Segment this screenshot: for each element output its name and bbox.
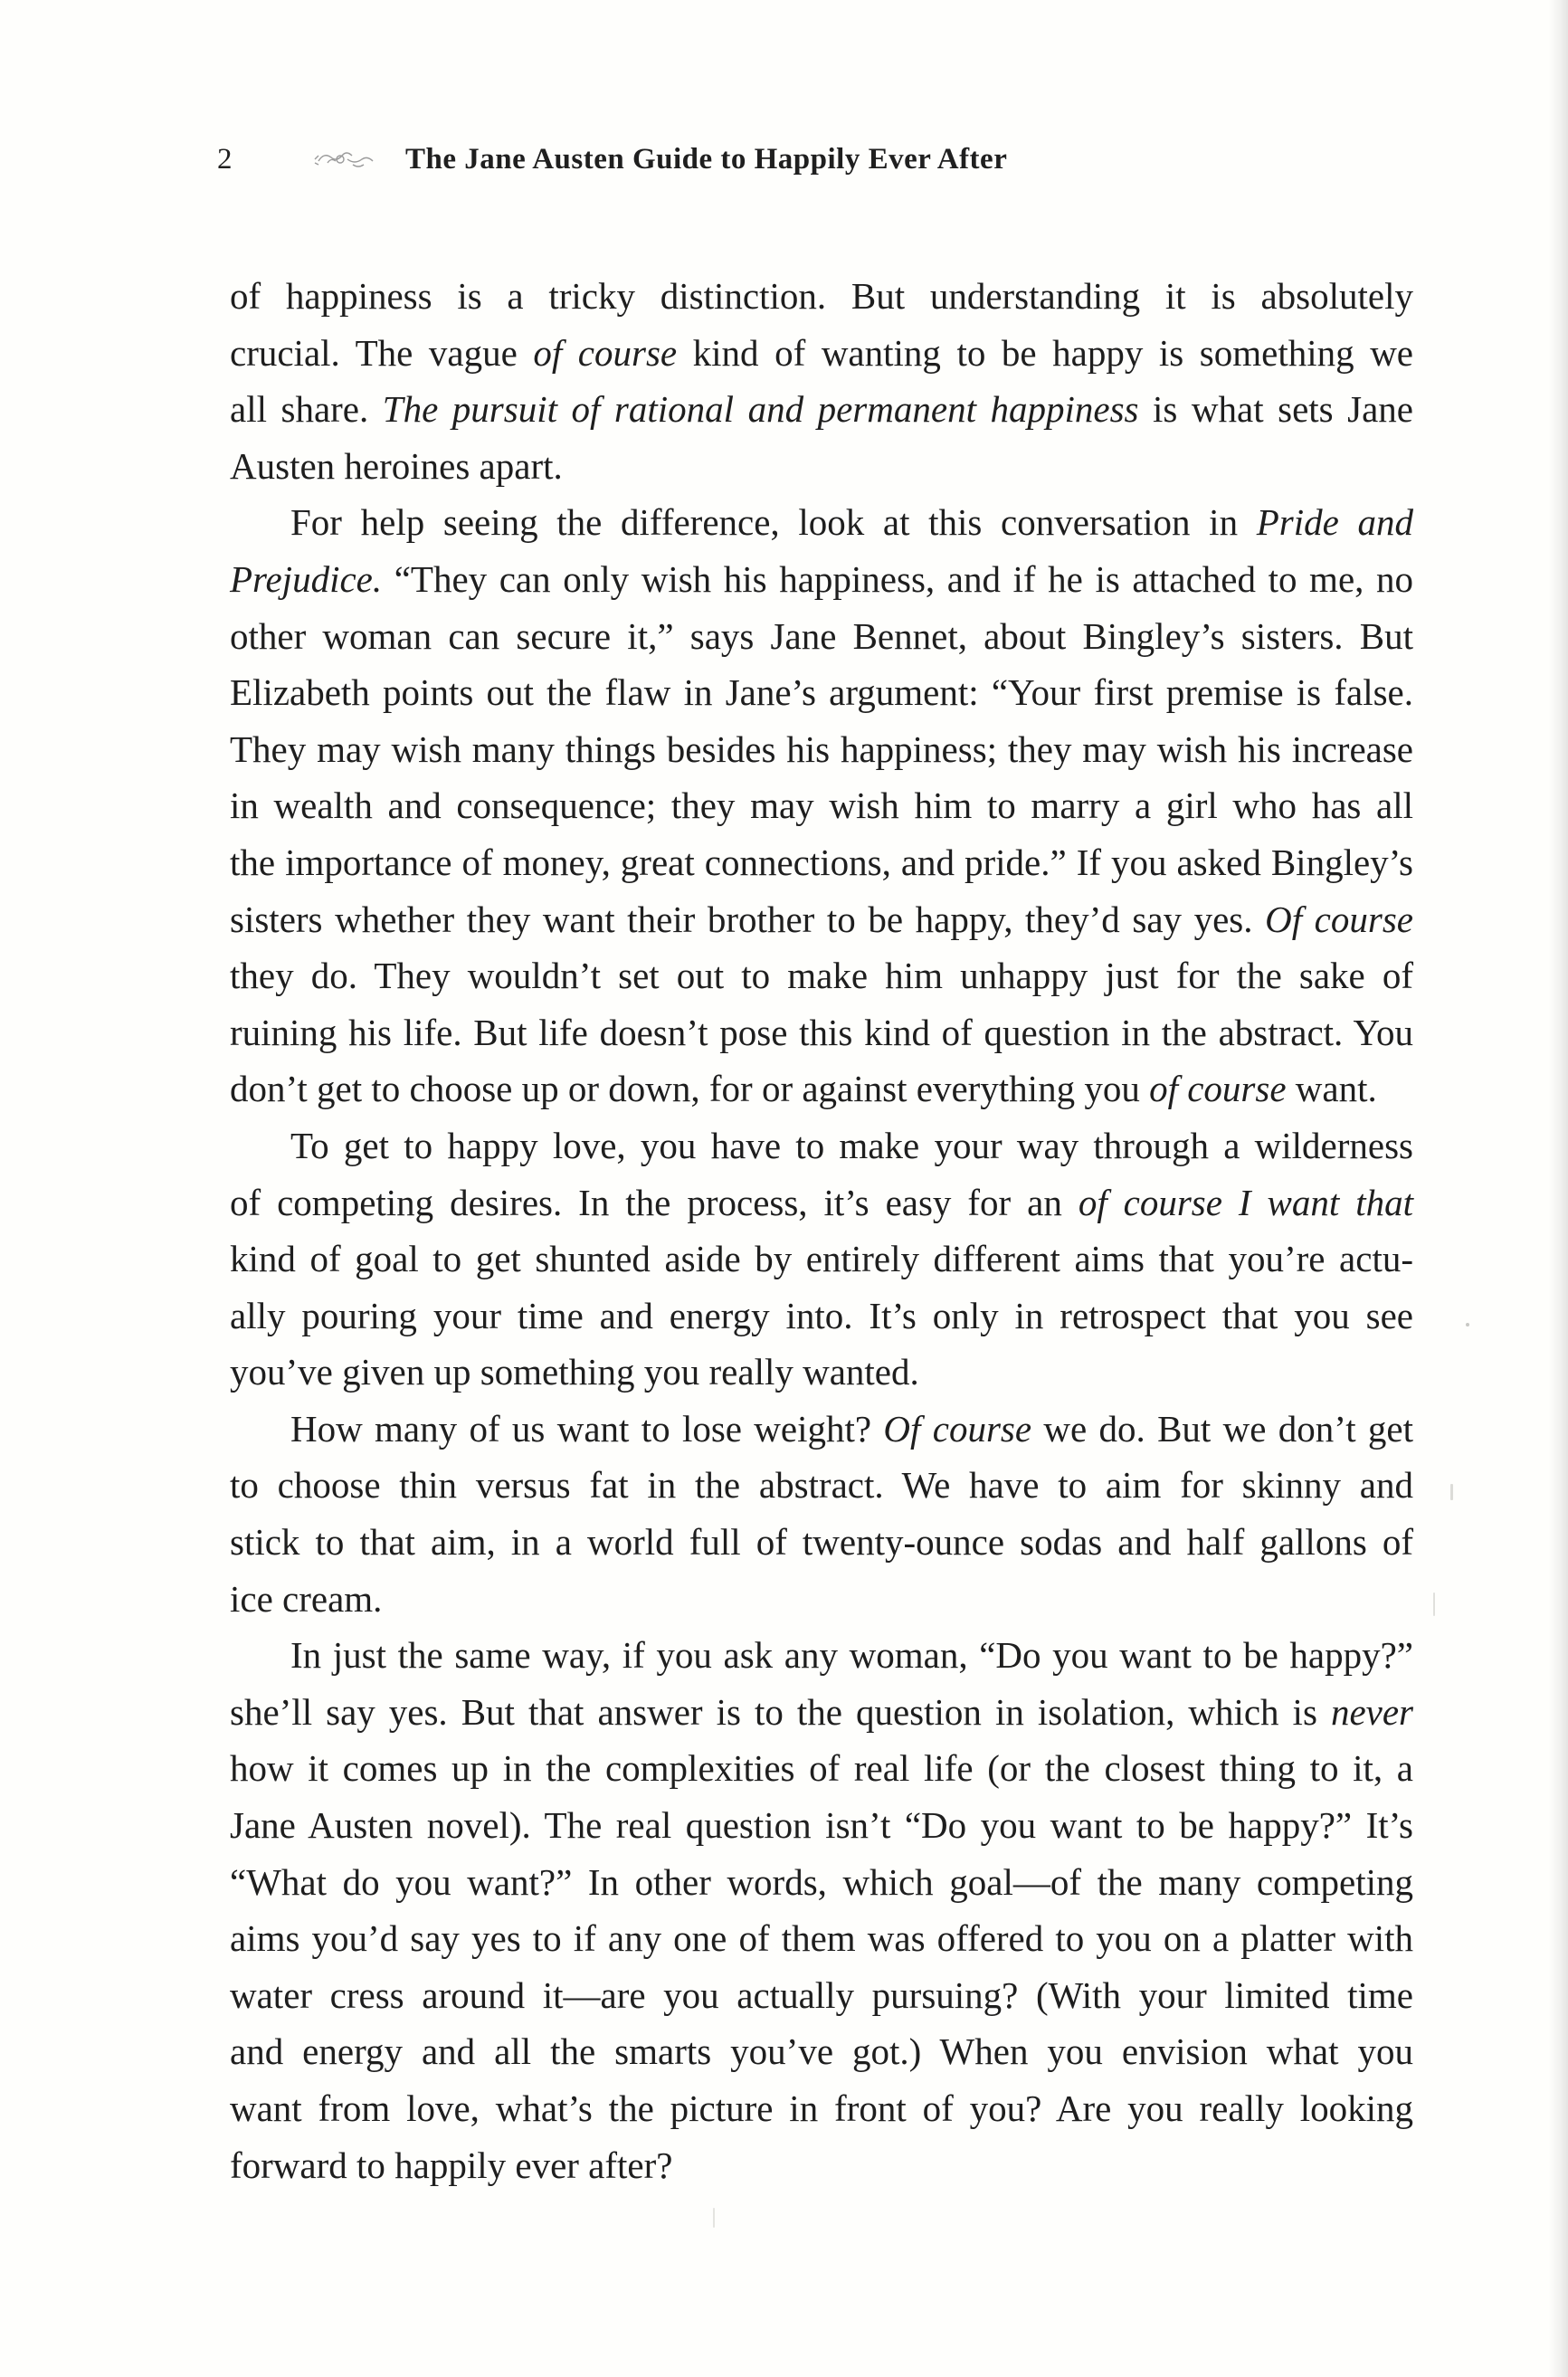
text-line (230, 1117, 1413, 1174)
italic-run: of course (1149, 1068, 1287, 1110)
text-run: other woman can secure it,” says Jane Bennet, about Bingley’s sisters. But (230, 614, 1413, 657)
text-run: Jane Austen novel). The real question isn’t “Do you want to be happy?” It’s (230, 1804, 1413, 1847)
text-run: stick to that aim, in a world full of twenty-ounce sodas and half gallons of (230, 1521, 1413, 1564)
text-run: and energy and all the smarts you’ve got.) When you envision what you (230, 2030, 1413, 2073)
text-run: is what sets Jane (1138, 388, 1413, 431)
italic-run: Prejudice. (230, 557, 383, 600)
text-line (230, 1514, 1413, 1571)
book-title: The Jane Austen Guide to Happily Ever After (405, 142, 1008, 176)
text-run: kind of wanting to be happy is something we (677, 331, 1413, 374)
text-line (230, 1797, 1413, 1854)
text-line (230, 438, 1413, 495)
text-line (230, 268, 1413, 325)
text-line (230, 1401, 1413, 1458)
italic-run: Of course (883, 1407, 1032, 1450)
text-run: In just the same way, if you ask any woman, “Do you want to be happy?” (290, 1634, 1413, 1677)
text-line (230, 494, 1413, 551)
italic-run: of course I want that (1078, 1181, 1414, 1223)
text-run: “What do you want?” In other words, which goal—of the many competing (230, 1860, 1413, 1903)
text-run: They may wish many things besides his happiness; they may wish his increase (230, 727, 1413, 770)
text-run: forward to happily ever after? (230, 2144, 673, 2186)
text-run: aims you’d say yes to if any one of them was offered to you on a platter with (230, 1917, 1413, 1960)
text-line (230, 1571, 1413, 1628)
text-run: crucial. The vague (230, 331, 534, 374)
paper-speck (1466, 1323, 1469, 1326)
page-number: 2 (217, 142, 233, 176)
text-line (230, 947, 1413, 1004)
text-line (230, 1344, 1413, 1401)
paragraph (230, 494, 1413, 1117)
text-line (230, 1854, 1413, 1911)
text-line (230, 1967, 1413, 2024)
text-run: don’t get to choose up or down, for or against everything you (230, 1068, 1150, 1110)
italic-run: Pride and (1256, 501, 1414, 544)
body-text (230, 268, 1413, 2193)
text-run: we do. But we don’t get (1031, 1407, 1413, 1450)
text-run: she’ll say yes. But that answer is to the question in isolation, which is (230, 1690, 1331, 1733)
text-line (230, 664, 1413, 721)
paper-speck (1450, 1484, 1453, 1500)
page-edge-shadow (1548, 0, 1568, 2377)
text-line (230, 551, 1413, 608)
text-line (230, 777, 1413, 834)
text-line (230, 1627, 1413, 1684)
text-run: of happiness is a tricky distinction. But understanding it is absolutely (230, 275, 1413, 317)
text-line (230, 608, 1413, 665)
italic-run: Of course (1265, 898, 1413, 940)
text-run: sisters whether they want their brother to be happy, they’d say yes. (230, 898, 1266, 940)
paragraph (230, 1627, 1413, 2193)
text-line (230, 834, 1413, 891)
paragraph (230, 1117, 1413, 1401)
text-run: kind of goal to get shunted aside by entirely different aims that you’re actu- (230, 1238, 1413, 1280)
text-line (230, 1231, 1413, 1288)
text-line (230, 1060, 1413, 1117)
text-line (230, 1457, 1413, 1514)
text-line (230, 1174, 1413, 1231)
text-run: For help seeing the difference, look at this conversation in (290, 501, 1257, 544)
text-line (230, 1910, 1413, 1967)
paper-speck (713, 2208, 715, 2228)
text-run: in wealth and consequence; they may wish him to marry a girl who has all (230, 784, 1413, 827)
text-run: ice cream. (230, 1577, 383, 1620)
paper-speck (1433, 1593, 1435, 1616)
text-line (230, 2023, 1413, 2080)
text-line (230, 1004, 1413, 1061)
text-run: you’ve given up something you really wanted. (230, 1351, 919, 1393)
italic-run: never (1330, 1690, 1413, 1733)
text-line (230, 1288, 1413, 1345)
text-run: To get to happy love, you have to make your way through a wilderness (290, 1124, 1413, 1166)
text-run: want from love, what’s the picture in front of you? Are you really looking (230, 2087, 1413, 2129)
text-run: Elizabeth points out the flaw in Jane’s argument: “Your first premise is false. (230, 671, 1413, 714)
text-run: ruining his life. But life doesn’t pose this kind of question in the abstract. You (230, 1011, 1413, 1053)
paragraph (230, 268, 1413, 494)
italic-run: The pursuit of rational and permanent happiness (382, 388, 1139, 431)
text-line (230, 891, 1413, 948)
text-line (230, 2137, 1413, 2194)
text-run: they do. They wouldn’t set out to make him unhappy just for the sake of (230, 955, 1413, 997)
text-line (230, 325, 1413, 382)
text-line (230, 1684, 1413, 1741)
text-run: Austen heroines apart. (230, 444, 563, 487)
text-run: want. (1286, 1068, 1377, 1110)
text-run: water cress around it—are you actually pursuing? (With your limited time (230, 1973, 1413, 2016)
text-run: of competing desires. In the process, it’s easy for an (230, 1181, 1079, 1223)
text-run: How many of us want to lose weight? (290, 1407, 884, 1450)
text-run: to choose thin versus fat in the abstract. We have to aim for skinny and (230, 1464, 1413, 1507)
running-head (217, 132, 1007, 186)
paragraph (230, 1401, 1413, 1627)
text-run: ally pouring your time and energy into. It’s only in retrospect that you see (230, 1294, 1413, 1336)
text-line (230, 381, 1413, 438)
text-run: the importance of money, great connections, and pride.” If you asked Bingley’s (230, 841, 1413, 883)
text-run: all share. (230, 388, 383, 431)
text-run: “They can only wish his happiness, and if he is attached to me, no (382, 557, 1413, 600)
text-line (230, 721, 1413, 778)
text-line (230, 2080, 1413, 2137)
text-line (230, 1740, 1413, 1797)
italic-run: of course (533, 331, 678, 374)
text-run: how it comes up in the complexities of real life (or the closest thing to it, a (230, 1747, 1413, 1790)
ornament-icon (308, 141, 389, 177)
